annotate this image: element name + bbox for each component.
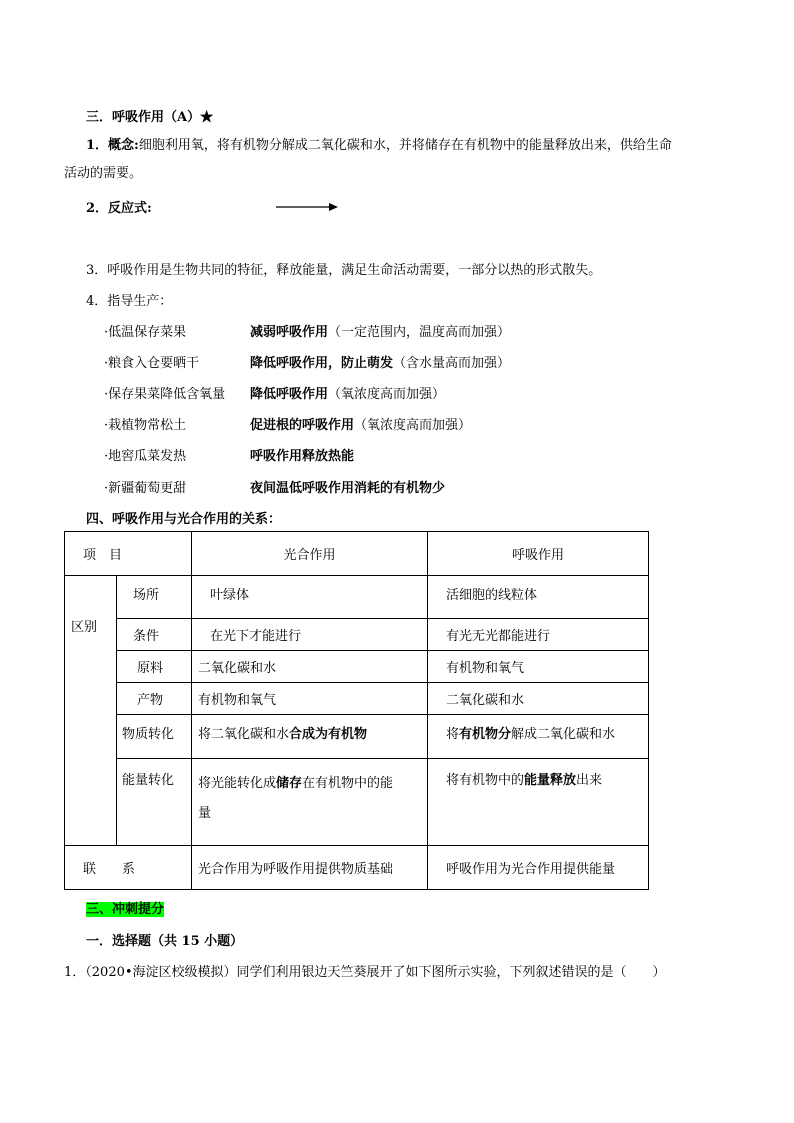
table-row [65,683,649,715]
cell: 将二氧化碳和水合成为有机物 [192,715,428,759]
concept-text: 细胞利用氧，将有机物分解成二氧化碳和水，并将储存在有机物中的能量释放出来，供给生命 [138,138,672,153]
guide-left: ·粮食入仓要晒干 [104,356,200,371]
guide-right: 减弱呼吸作用（一定范围内，温度高而加强） [250,325,511,340]
table-row [65,715,649,759]
difference-label: 区别 [65,576,117,846]
cell: 二氧化碳和水 [428,683,649,715]
concept-label: 1．概念: [86,138,139,153]
comparison-table [64,531,649,890]
guide-left: ·地窖瓜菜发热 [104,449,187,464]
row-label: 能量转化 [117,759,192,846]
table-row [65,759,649,846]
cell: 叶绿体 [192,576,428,619]
reaction-label: 2．反应式: [86,201,152,216]
table-row [65,651,649,683]
cell: 光合作用为呼吸作用提供物质基础 [192,846,428,890]
header-item: 项 目 [65,532,192,576]
row-label: 产物 [117,683,192,715]
cell: 将有机物中的能量释放出来 [428,759,649,846]
cell: 有机物和氧气 [192,683,428,715]
header-respiration: 呼吸作用 [428,532,649,576]
guide-right: 降低呼吸作用（氧浓度高而加强） [250,387,446,402]
row-label: 原料 [117,651,192,683]
respiration-feature-line: 3．呼吸作用是生物共同的特征，释放能量，满足生命活动需要，一部分以热的形式散失。 [86,263,602,278]
cell: 将光能转化成储存在有机物中的能 量 [192,759,428,846]
row-label: 条件 [117,619,192,651]
cell: 二氧化碳和水 [192,651,428,683]
guide-left: ·保存果菜降低含氧量 [104,387,226,402]
section-3-title: 三．呼吸作用（A）★ [86,110,214,125]
row-label: 物质转化 [117,715,192,759]
cell: 呼吸作用为光合作用提供能量 [428,846,649,890]
concept-line-2: 活动的需要。 [64,166,143,181]
table-row [65,846,649,890]
reaction-arrow-icon [276,201,338,213]
guide-right: 降低呼吸作用，防止萌发（含水量高而加强） [250,356,511,371]
guide-left: ·栽植物常松土 [104,418,187,433]
section-4-title: 四、呼吸作用与光合作用的关系： [86,512,282,527]
question-1: 1．（2020•海淀区校级模拟）同学们利用银边天竺葵展开了如下图所示实验，下列叙述错误的是（ ） [64,965,666,980]
table-row [65,532,649,576]
guide-right: 促进根的呼吸作用（氧浓度高而加强） [250,418,472,433]
cell: 活细胞的线粒体 [428,576,649,619]
link-label: 联 系 [65,846,192,890]
cell: 在光下才能进行 [192,619,428,651]
guide-right: 夜间温低呼吸作用消耗的有机物少 [250,481,446,496]
cell: 有机物和氧气 [428,651,649,683]
cell: 将有机物分解成二氧化碳和水 [428,715,649,759]
choice-section-title: 一．选择题（共 15 小题） [86,934,244,949]
guide-right: 呼吸作用释放热能 [250,449,355,464]
table-row [65,576,649,619]
table-row [65,619,649,651]
cell: 有光无光都能进行 [428,619,649,651]
production-guide-title: 4．指导生产： [86,294,173,309]
row-label: 场所 [117,576,192,619]
header-photosynthesis: 光合作用 [192,532,428,576]
guide-left: ·低温保存菜果 [104,325,187,340]
concept-line-1 [86,134,672,153]
guide-left: ·新疆葡萄更甜 [104,481,187,496]
boost-section-tag: 三、冲刺提分 [86,902,165,917]
